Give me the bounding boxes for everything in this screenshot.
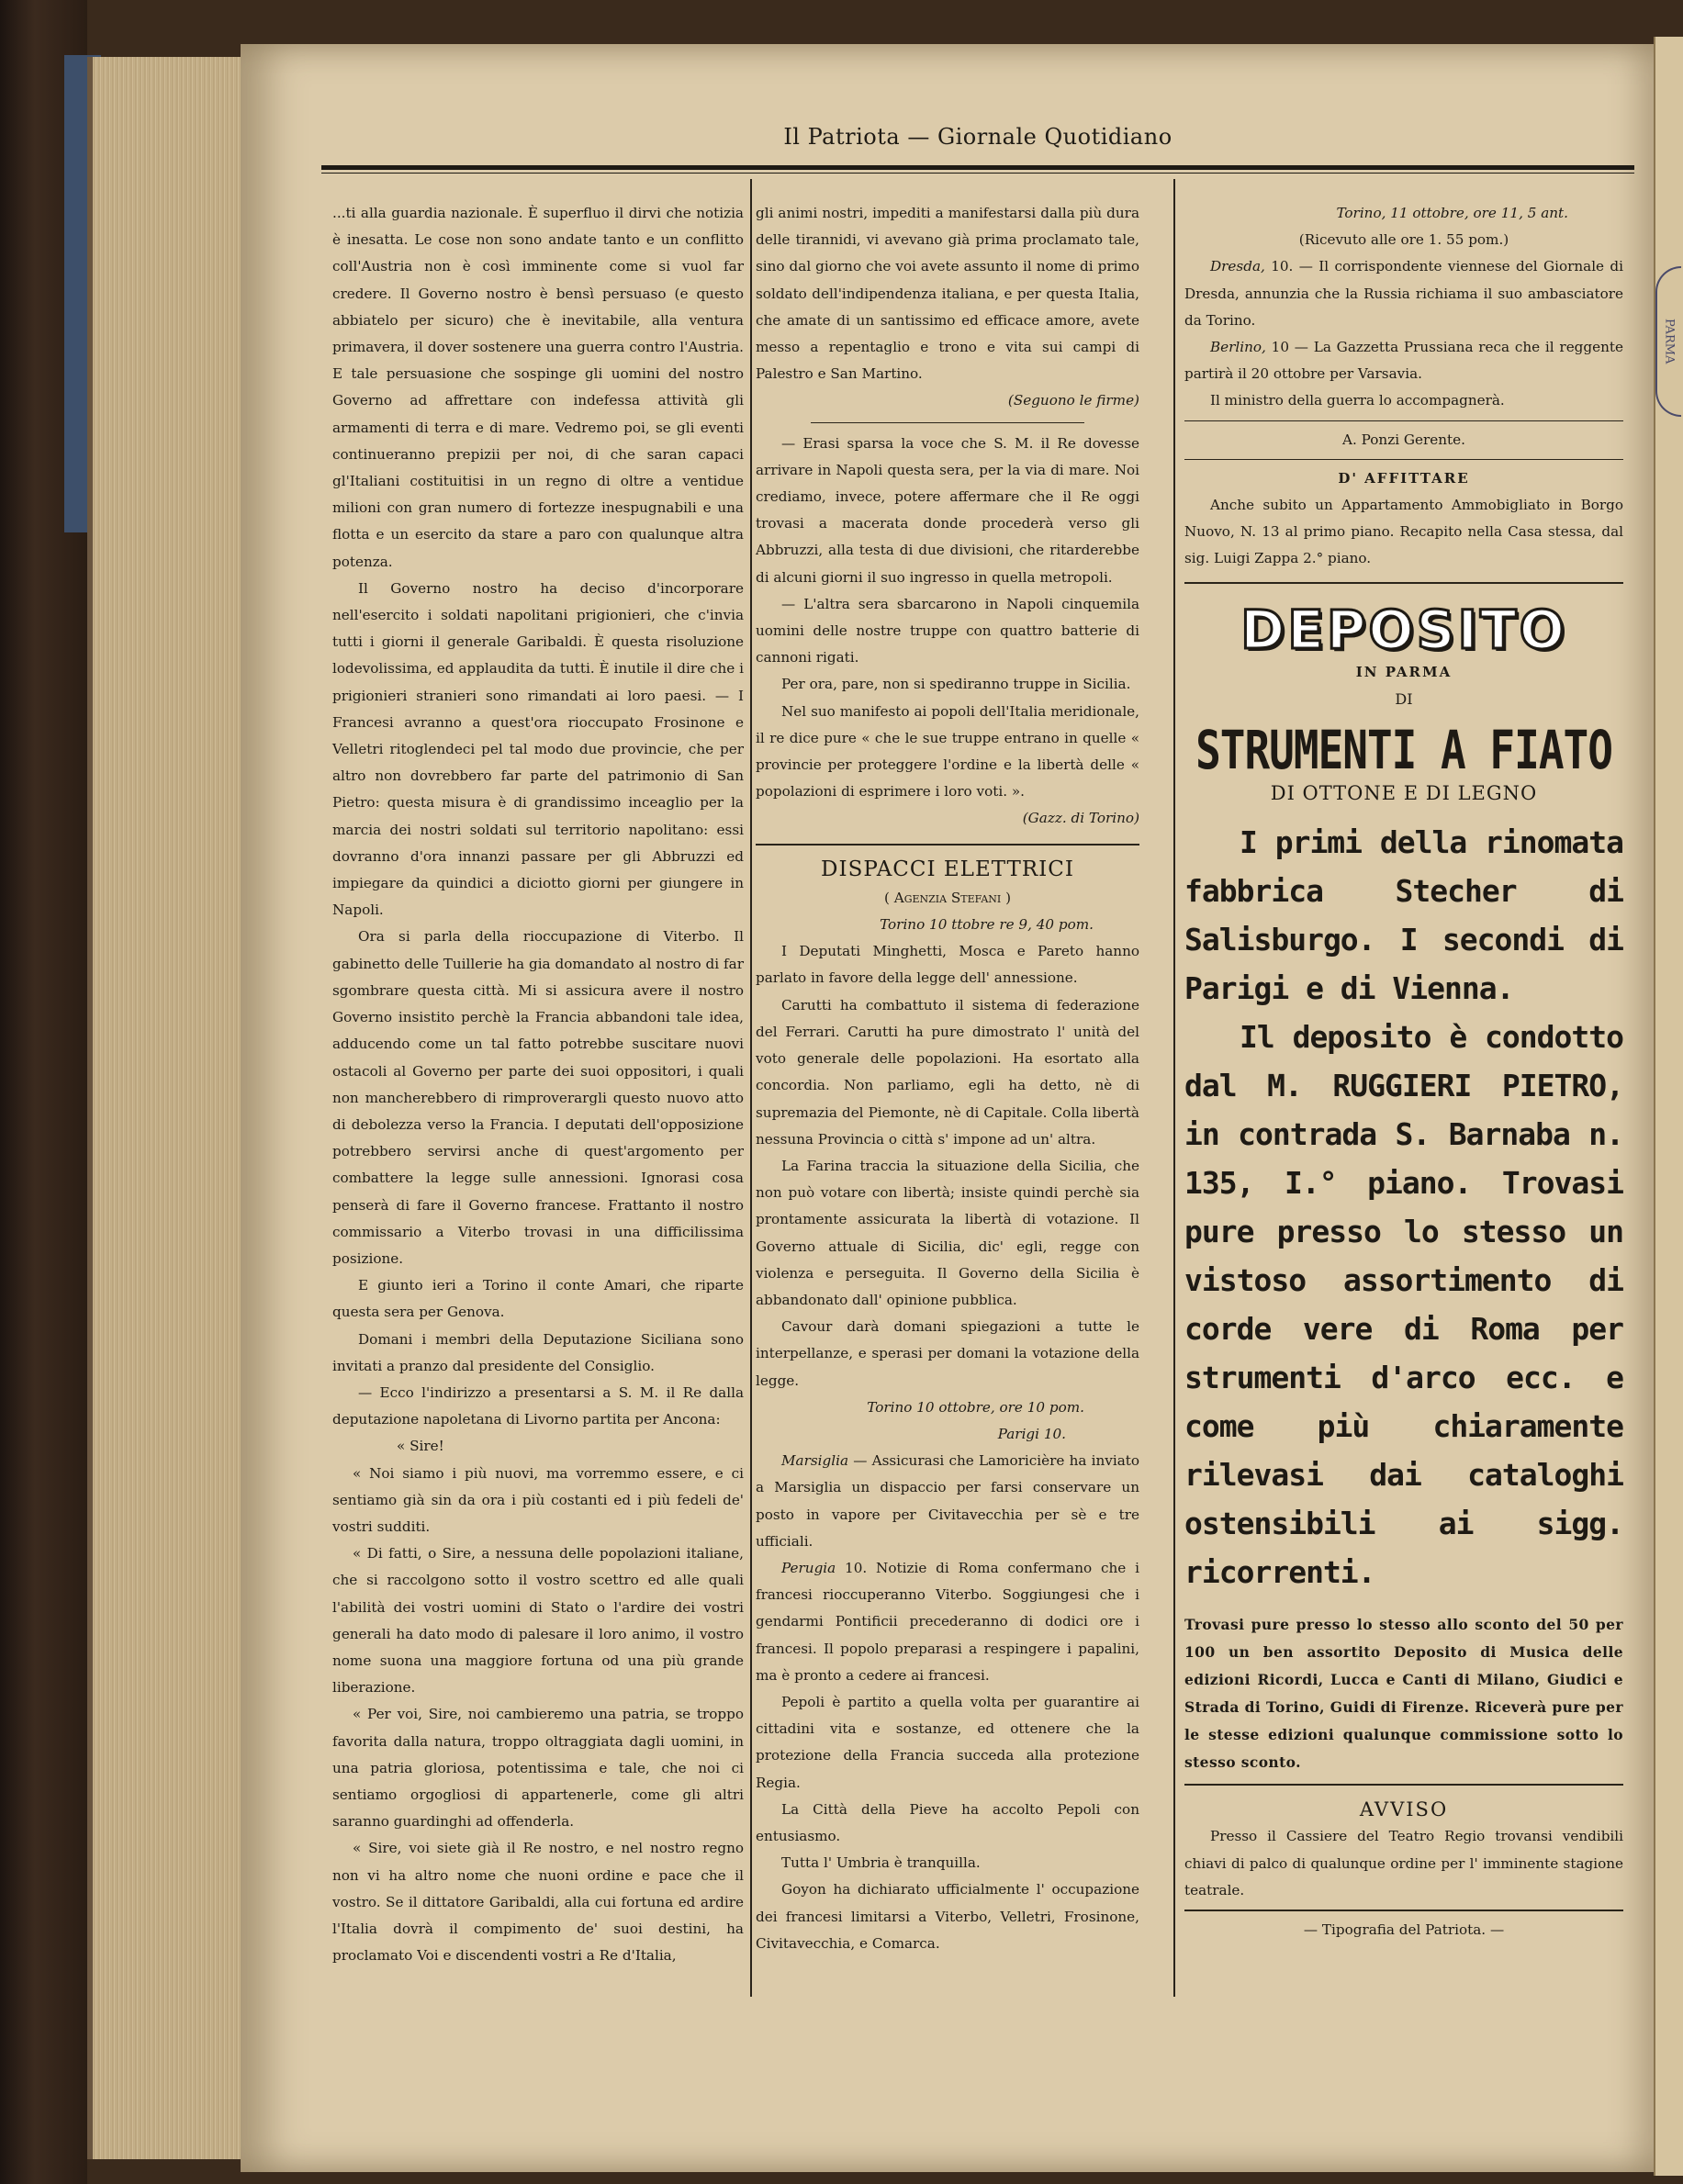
ad-body-text-2: Il deposito è condotto dal M. RUGGIERI PIETRO, in contrada S. Barnaba n. 135, I.° piano. Trovasi pure presso lo stesso un vistoso assortimento di corde vere di Roma per strumenti d'arco ecc. e come più chiaramente rilevasi dai cataloghi ostensibili ai sigg. ricorrenti. — [1184, 1019, 1623, 1591]
deposito-heading: DEPOSITO — [1240, 598, 1567, 661]
library-stamp: PARMA — [1655, 266, 1681, 417]
dispatch-paragraph: Cavour darà domani spiegazioni a tutte le interpellanze, e sperasi per domani la votazione della legge. — [756, 1318, 1139, 1389]
ad-title: STRUMENTI A FIATO — [1195, 719, 1612, 781]
news-paragraph: — Erasi sparsa la voce che S. M. il Re dovesse arrivare in Napoli questa sera, per la via di mare. Noi crediamo, invece, potere affermare che il Re oggi trovasi a macerata donde procederà verso gli Abbruzzi, alla testa di due divisioni, che ritarderebbe di alcuni giorni il suo ingresso in quella metropoli. — [756, 434, 1139, 586]
article-paragraph: ...ti alla guardia nazionale. È superfluo il dirvi che notizia è inesatta. Le cose non sono andate tanto e un conflitto coll'Austria non è così imminente come si vuol far credere. Il Governo nostro è bensì persuaso (e questo abbiatelo per sicuro) che è inevitabile, alla ventura primavera, il dover sostenere una guerra contro l'Austria. E tale persuasione che sospinge gli uomini del nostro Governo ad affrettare con indefessa attività gli armamenti di terra e di mare. Vedremo poi, se gli eventi continueranno prepizii per noi, di che saran capaci gl'Italiani costituitisi in un regno di oltre a ventidue milioni con gran numero di fortezze inespugnabili e una flotta e un esercito da stare a paro con qualunque altra potenza. — [332, 205, 744, 570]
page-stack-edge — [87, 57, 244, 2159]
ad-location: IN PARMA — [1355, 663, 1453, 680]
ad-body — [1184, 818, 1623, 1013]
dateline: Parigi 10. — [997, 1425, 1066, 1442]
header-rule — [321, 165, 1634, 170]
dispatch-paragraph — [1184, 334, 1623, 387]
ad-di: DI — [1395, 689, 1413, 708]
article-paragraph: E giunto ieri a Torino il conte Amari, che riparte questa sera per Genova. — [332, 1277, 744, 1321]
address-paragraph: « Per voi, Sire, noi cambieremo una patria, se troppo favorita dalla natura, troppo oltraggiata dagli uomini, in una patria gloriosa, potentissima e tale, che noi ci sentiamo orgogliosi di appartenerle, come gli altri saranno guardinghi ad offenderla. — [332, 1706, 744, 1831]
dispacci-title: DISPACCI ELETTRICI — [821, 857, 1074, 881]
dispatch-paragraph — [756, 1448, 1139, 1555]
dispatch-paragraph — [1184, 253, 1623, 334]
page-header: Il Patriota — Giornale Quotidiano — [783, 124, 1172, 150]
header-rule-thin — [321, 173, 1634, 174]
article-paragraph: — Ecco l'indirizzo a presentarsi a S. M. il Re dalla deputazione napoletana di Livorno partita per Ancona: — [332, 1383, 744, 1428]
address-salutation: « Sire! — [397, 1438, 444, 1455]
place-label: Perugia — [781, 1559, 836, 1576]
dispatch-paragraph: I Deputati Minghetti, Mosca e Pareto hanno parlato in favore della legge dell' annessione. — [756, 943, 1139, 987]
news-paragraph: Nel suo manifesto ai popoli dell'Italia meridionale, il re dice pure « che le sue truppe entrano in quelle « provincie per proteggere l'ordine e la libertà delle « popolazioni di esprimere i loro voti. ». — [756, 702, 1139, 801]
news-paragraph: Per ora, pare, non si spediranno truppe in Sicilia. — [781, 676, 1131, 693]
ad-subtitle: DI OTTONE E DI LEGNO — [1270, 782, 1538, 805]
dispatch-text: — Assicurasi che Lamoricière ha inviato a Marsiglia un dispaccio per farsi conservare un posto in vapore per Civitavecchia per sè e tre ufficiali. — [756, 1452, 1139, 1550]
footer-divider — [1184, 1910, 1623, 1911]
affittare-text: Anche subito un Appartamento Ammobigliato in Borgo Nuovo, N. 13 al primo piano. Recapito nella Casa stessa, dal sig. Luigi Zappa 2.° piano. — [1184, 497, 1623, 567]
signature-note: (Seguono le firme) — [1007, 392, 1139, 409]
affittare-title: D' AFFITTARE — [1338, 469, 1470, 487]
column-2 — [756, 200, 1139, 1957]
avviso-text: Presso il Cassiere del Teatro Regio trovansi vendibili chiavi di palco di qualunque ordine per l' imminente stagione teatrale. — [1184, 1828, 1623, 1898]
tipografia-line: — Tipografia del Patriota. — — [1303, 1921, 1505, 1939]
section-divider — [756, 844, 1139, 846]
news-paragraph: — L'altra sera sbarcarono in Napoli cinquemila uomini delle nostre truppe con quattro batterie di cannoni rigati. — [756, 595, 1139, 666]
ad-body — [1184, 1013, 1623, 1596]
agency-name: ( Agenzia Stefani ) — [883, 889, 1012, 906]
place-label: Marsiglia — [781, 1452, 849, 1470]
dateline: Torino, 11 ottobre, ore 11, 5 ant. — [1336, 205, 1568, 221]
dispatch-paragraph: Carutti ha combattuto il sistema di federazione del Ferrari. Carutti ha pure dimostrato l' unità del voto generale delle popolazioni. Ha esortato alla concordia. Non parliamo, egli ha detto, nè di supremazia del Piemonte, nè di Capitale. Colla libertà nessuna Provincia o città s' impone ad un' altra. — [756, 996, 1139, 1148]
article-paragraph: Il Governo nostro ha deciso d'incorporare nell'esercito i soldati napolitani prigionieri, che c'invia tutti i giorni il generale Garibaldi. È questa risoluzione lodevolissima, ed applaudita da tutti. È inutile il dire che i prigionieri stranieri sono rimandati ai loro paesi. — I Francesi avranno a quest'ora rioccupato Frosinone e Velletri ritoglendeci pel tal modo due provincie, che per altro non dovrebbero far parte del patrimonio di San Pietro: questa misura è di grandissimo inceaglio per la marcia dei nostri soldati sul territorio napolitano: essi dovranno d'ora innanzi passare per gli Abbruzzi ed impiegare da quindici a diciotto giorni per giungere in Napoli. — [332, 579, 744, 919]
place-label: Berlino, — [1210, 339, 1266, 356]
avviso-divider — [1184, 1784, 1623, 1786]
dispatch-text: 10 — La Gazzetta Prussiana reca che il reggente partirà il 20 ottobre per Varsavia. — [1184, 339, 1623, 383]
address-paragraph: « Noi siamo i più nuovi, ma vorremmo essere, e ci sentiamo già sin da ora i più costanti ed i più fedeli de' vostri sudditi. — [332, 1464, 744, 1535]
ad-body-text-1: I primi della rinomata fabbrica Stecher di Salisburgo. I secondi di Parigi e di Vienna. — [1184, 824, 1623, 1007]
column-rule-2 — [1173, 179, 1175, 1997]
dispatch-text: 10. Notizie di Roma confermano che i francesi rioccuperanno Viterbo. Soggiungesi che i gendarmi Pontificii precederanno di dodici ore i francesi. Il popolo preparasi a respingere i papalini, ma è pronto a cedere ai francesi. — [756, 1559, 1139, 1684]
dispatch-paragraph: La Farina traccia la situazione della Sicilia, che non può votare con libertà; insiste quindi perchè sia prontamente assicurata la libertà di votazione. Il Governo attuale di Sicilia, dic' egli, regge con violenza e perseguita. Il Governo della Sicilia è abbandonato dall' opinione pubblica. — [756, 1157, 1139, 1308]
address-paragraph: « Di fatti, o Sire, a nessuna delle popolazioni italiane, che si raccolgono sotto il vostro scettro ed alle quali l'abilità dei vostri uomini di Stato o l'ardire dei vostri generali ha dato modo di palesare il loro animo, il vostro nome suona una maggiore fortuna od una più grande liberazione. — [332, 1545, 744, 1697]
article-paragraph: Ora si parla della rioccupazione di Viterbo. Il gabinetto delle Tuillerie ha gia domandato al nostro di far sgombrare questa città. Mi si assicura avere il nostro Governo insistito perchè la Francia abbandoni tale idea, adducendo come un tal fatto potrebbe suscitare nuovi ostacoli al Governo per parte dei suoi oppositori, i quali non mancherebbero di rimproverargli questo nuovo atto di debolezza verso la Francia. I deputati dell'opposizione potrebbero servirsi anche di quest'argomento per combattere la legge sulle annessioni. Ignorasi cosa penserà di fare il Governo francese. Frattanto il nostro commissario a Viterbo trovasi in una difficilissima posizione. — [332, 928, 744, 1267]
divider — [1184, 420, 1623, 421]
gerente-line: A. Ponzi Gerente. — [1342, 431, 1465, 448]
divider — [1184, 459, 1623, 460]
dispatch-paragraph: Goyon ha dichiarato ufficialmente l' occupazione dei francesi limitarsi a Viterbo, Velletri, Frosinone, Civitavecchia, e Comarca. — [756, 1881, 1139, 1952]
facing-page-edge — [1654, 37, 1683, 2176]
received-note: (Ricevuto alle ore 1. 55 pom.) — [1298, 231, 1509, 249]
ad-divider — [1184, 582, 1623, 584]
dateline: Torino 10 ottobre, ore 10 pom. — [867, 1398, 1084, 1416]
ad-footnote: Trovasi pure presso lo stesso allo sconto del 50 per 100 un ben assortito Deposito di Musica delle edizioni Ricordi, Lucca e Canti di Milano, Giudici e Strada di Torino, Guidi di Firenze. Riceverà pure per le stesse edizioni qualunque commissione sotto lo stesso sconto. — [1184, 1616, 1623, 1772]
address-continuation: gli animi nostri, impediti a manifestarsi dalla più dura delle tirannidi, vi avevano già prima proclamato tale, sino dal giorno che voi avete assunto il nome di primo soldato dell'indipendenza italiana, e per questa Italia, che amate di un santissimo ed efficace amore, avete messo a repentaglio e trono e vita sui campi di Palestro e San Martino. — [756, 205, 1139, 383]
article-paragraph: Domani i membri della Deputazione Siciliana sono invitati a pranzo dal presidente del Consiglio. — [332, 1330, 744, 1374]
address-paragraph: « Sire, voi siete già il Re nostro, e nel nostro regno non vi ha altro nome che nuoni ordine e pace che il vostro. Se il dittatore Garibaldi, alla cui fortuna ed ardire l'Italia dovrà il compimento de' suoi destini, ha proclamato Voi e discendenti vostri a Re d'Italia, — [332, 1840, 744, 1965]
dispatch-text: 10. — Il corrispondente viennese del Giornale di Dresda, annunzia che la Russia richiama il suo ambasciatore da Torino. — [1184, 258, 1623, 329]
column-rule-1 — [750, 179, 752, 1997]
place-label: Dresda, — [1210, 258, 1265, 275]
dispatch-paragraph: Pepoli è partito a quella volta per guarantire ai cittadini vita e sostanze, ed ottenere che la protezione della Francia succeda alla protezione Regia. — [756, 1693, 1139, 1791]
column-1 — [332, 200, 744, 1969]
source-note: (Gazz. di Torino) — [1022, 810, 1139, 827]
dispatch-paragraph: Il ministro della guerra lo accompagnerà. — [1210, 392, 1505, 409]
dispatch-paragraph: Tutta l' Umbria è tranquilla. — [781, 1854, 981, 1872]
dispatch-paragraph — [756, 1555, 1139, 1689]
dateline: Torino 10 ttobre re 9, 40 pom. — [880, 916, 1094, 934]
dispatch-paragraph: La Città della Pieve ha accolto Pepoli con entusiasmo. — [756, 1800, 1139, 1844]
divider — [811, 422, 1084, 423]
avviso-title: AVVISO — [1359, 1798, 1449, 1821]
column-3 — [1184, 200, 1623, 1943]
